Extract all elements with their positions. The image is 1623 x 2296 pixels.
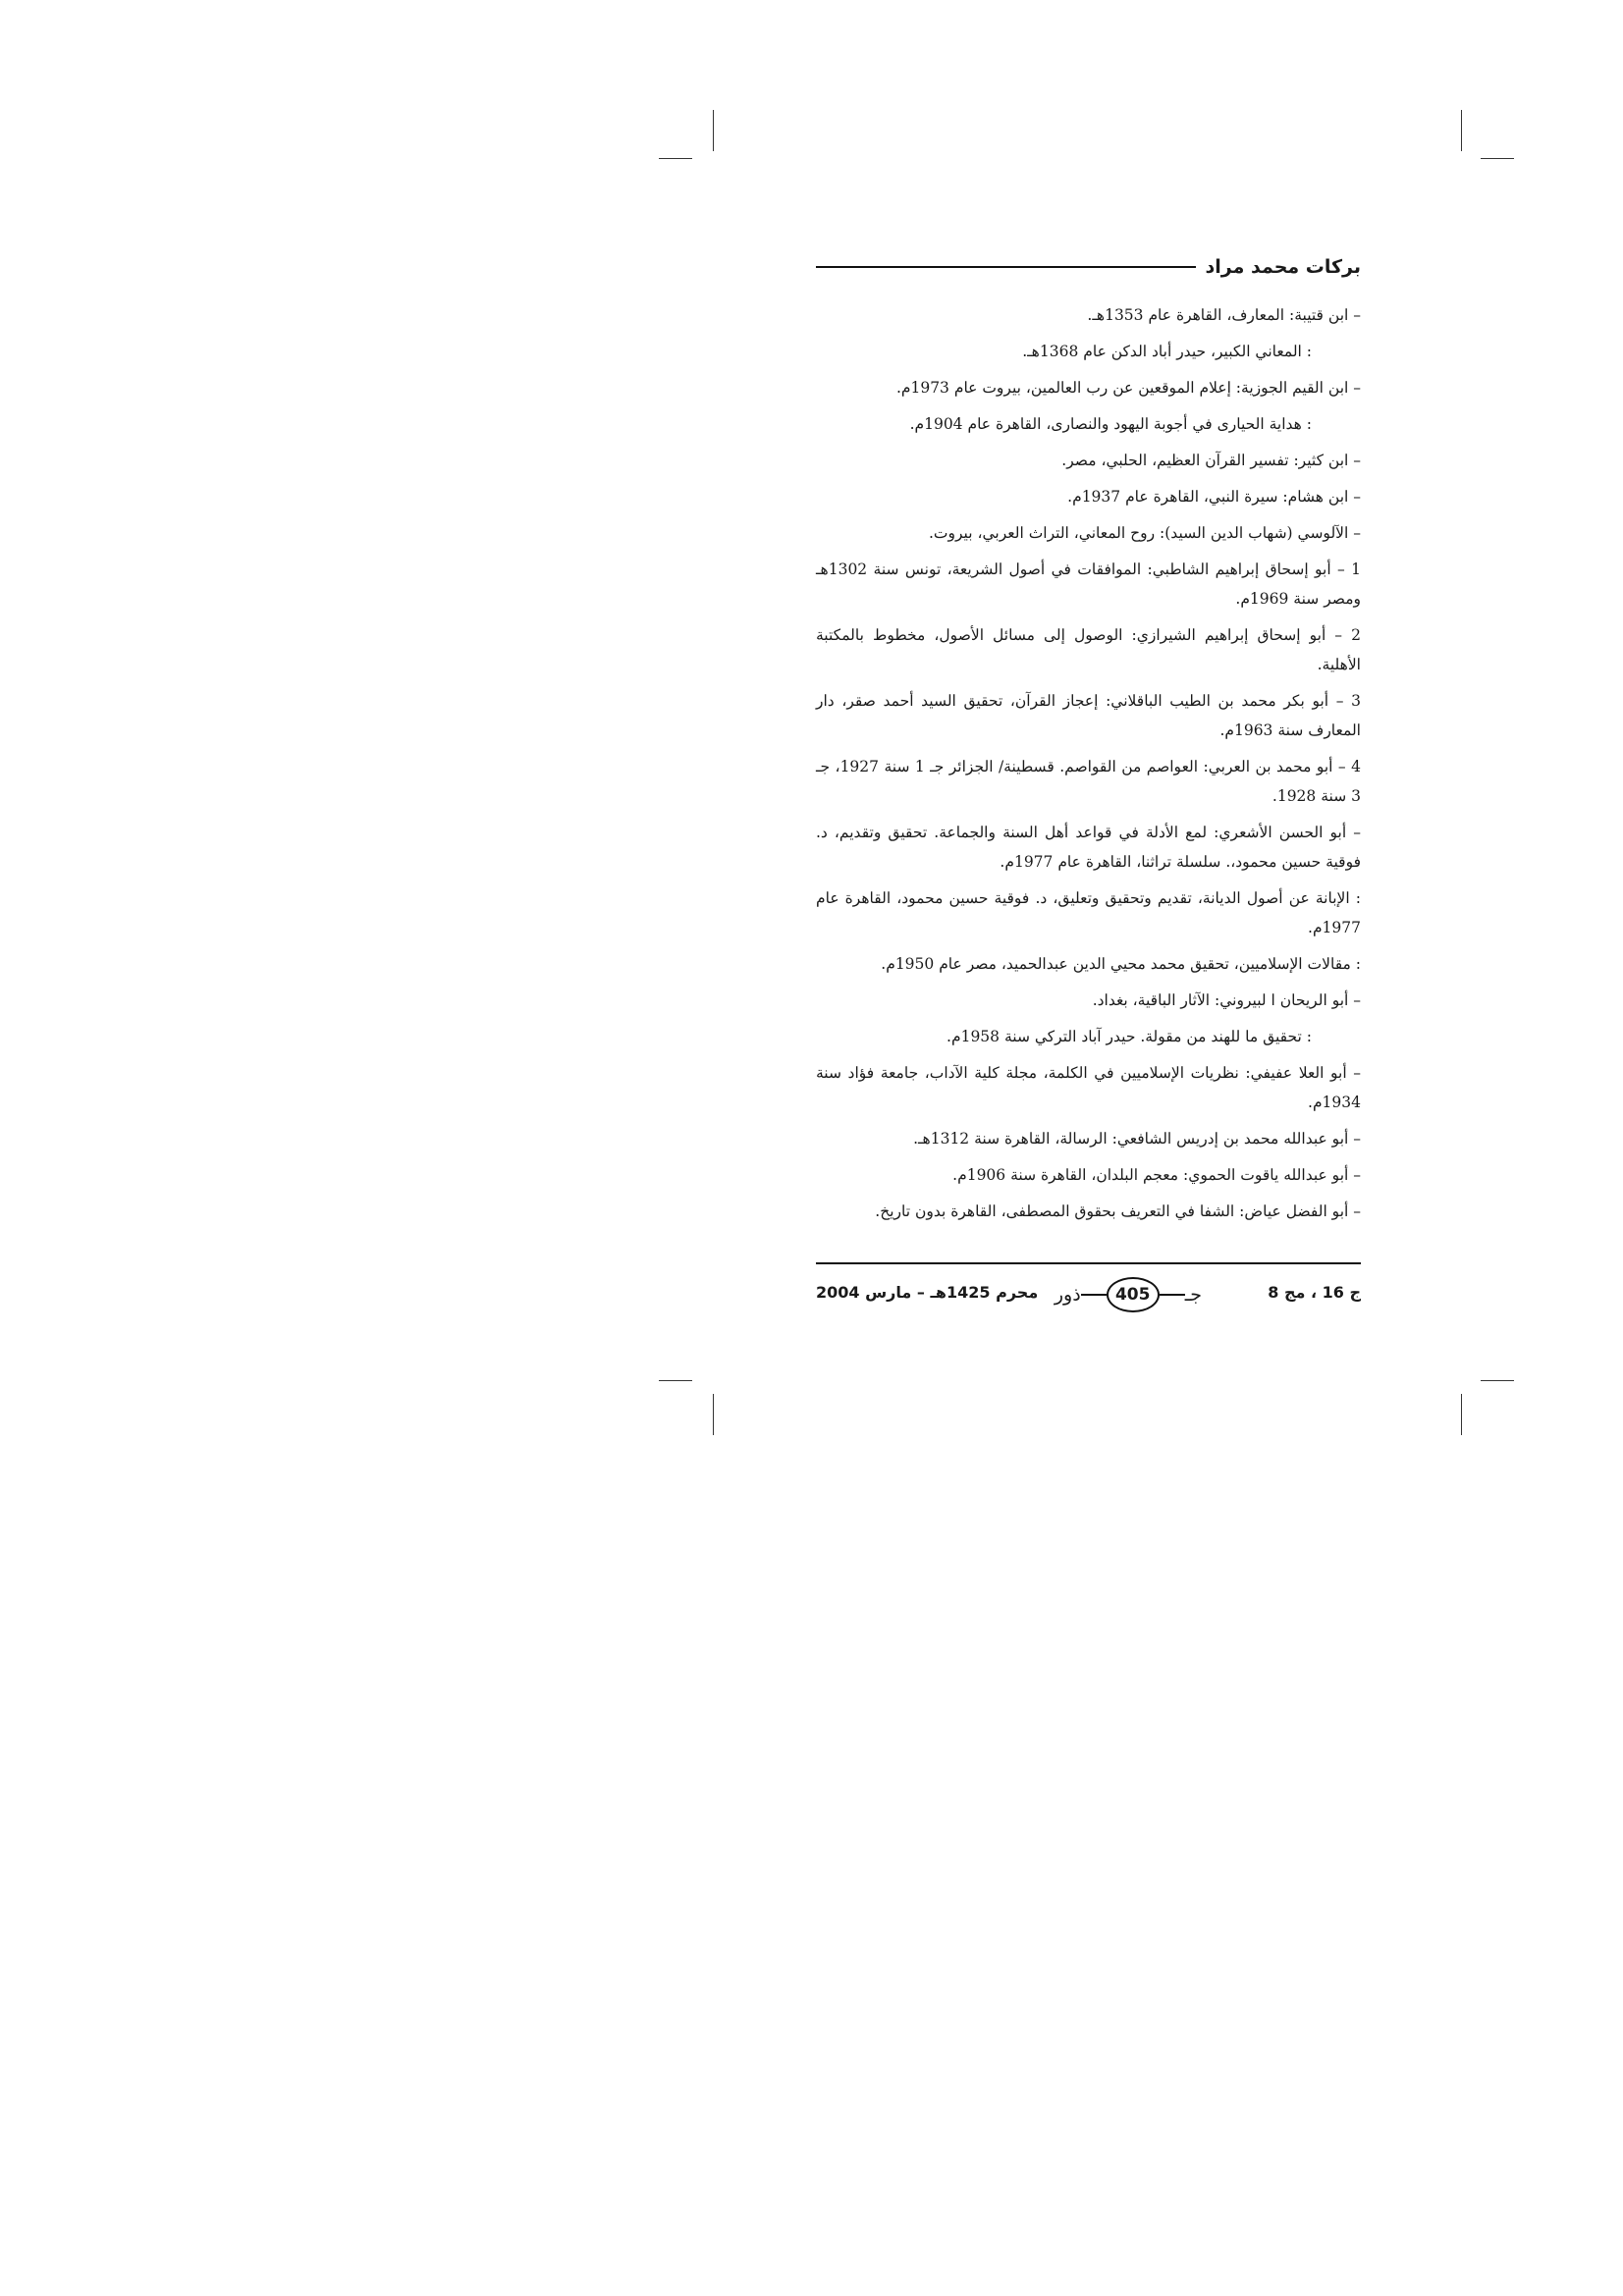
crop-mark	[659, 1380, 692, 1381]
bibliography-entry: 3 – أبو بكر محمد بن الطيب الباقلاني: إعجاز القرآن، تحقيق السيد أحمد صقر، دار المعارف سنة 1963م.	[816, 692, 1361, 739]
bibliography-entry: – أبو الفضل عياض: الشفا في التعريف بحقوق المصطفى، القاهرة بدون تاريخ.	[875, 1202, 1361, 1220]
issue-date: محرم 1425هـ – مارس 2004	[816, 1283, 1039, 1302]
author-name: بركات محمد مراد	[1205, 256, 1361, 278]
bibliography-entry: – أبو الريحان ا لبيروني: الآثار الباقية، بغداد.	[1092, 991, 1361, 1009]
logo-letter-jim: جـ	[1184, 1284, 1202, 1306]
logo-stroke	[1081, 1294, 1107, 1296]
bibliography-entry: : هداية الحيارى في أجوبة اليهود والنصارى، القاهرة عام 1904م.	[909, 415, 1312, 433]
crop-mark	[713, 1394, 714, 1435]
crop-mark	[1481, 1380, 1514, 1381]
bibliography-list	[816, 300, 1361, 1233]
page-number: 405	[1107, 1277, 1160, 1312]
header-rule	[816, 266, 1196, 268]
bibliography-entry: – أبو الحسن الأشعري: لمع الأدلة في قواعد أهل السنة والجماعة. تحقيق وتقديم، د. فوقية حسين محمود،. سلسلة تراثنا، القاهرة عام 1977م.	[816, 824, 1361, 871]
journal-logo	[1045, 1273, 1202, 1316]
bibliography-entry: : تحقيق ما للهند من مقولة. حيدر آباد التركي سنة 1958م.	[947, 1028, 1312, 1045]
bibliography-entry: – أبو عبدالله ياقوت الحموي: معجم البلدان، القاهرة سنة 1906م.	[952, 1166, 1361, 1184]
bibliography-entry: – ابن القيم الجوزية: إعلام الموقعين عن رب العالمين، بيروت عام 1973م.	[895, 379, 1361, 397]
crop-mark	[1481, 158, 1514, 159]
logo-letters-dhur: ذور	[1054, 1284, 1081, 1306]
bibliography-entry: 1 – أبو إسحاق إبراهيم الشاطبي: الموافقات في أصول الشريعة، تونس سنة 1302هـ ومصر سنة 1969م.	[816, 561, 1361, 608]
bibliography-entry: 2 – أبو إسحاق إبراهيم الشيرازي: الوصول إلى مسائل الأصول، مخطوط بالمكتبة الأهلية.	[816, 626, 1361, 673]
bibliography-entry: 4 – أبو محمد بن العربي: العواصم من القواصم. قسطينة/ الجزائر جـ 1 سنة 1927، جـ 3 سنة 1928.	[816, 758, 1361, 805]
bibliography-entry: – أبو عبدالله محمد بن إدريس الشافعي: الرسالة، القاهرة سنة 1312هـ.	[913, 1130, 1361, 1148]
footer-rule	[816, 1262, 1361, 1264]
crop-mark	[713, 110, 714, 151]
bibliography-entry: – أبو العلا عفيفي: نظريات الإسلاميين في الكلمة، مجلة كلية الآداب، جامعة فؤاد سنة 1934م.	[816, 1064, 1361, 1111]
bibliography-entry: – ابن قتيبة: المعارف، القاهرة عام 1353هـ.	[1087, 306, 1361, 324]
crop-mark	[659, 158, 692, 159]
bibliography-entry: – ابن هشام: سيرة النبي، القاهرة عام 1937م.	[1067, 488, 1361, 506]
bibliography-entry: : المعاني الكبير، حيدر أباد الدكن عام 1368هـ.	[1022, 343, 1312, 360]
volume-info: ج 16 ، مج 8	[1268, 1283, 1361, 1302]
bibliography-entry: – الآلوسي (شهاب الدين السيد): روح المعاني، التراث العربي، بيروت.	[929, 524, 1361, 542]
running-header	[816, 250, 1361, 284]
crop-mark	[1461, 110, 1462, 151]
bibliography-entry: : الإبانة عن أصول الديانة، تقديم وتحقيق وتعليق، د. فوقية حسين محمود، القاهرة عام 1977م.	[816, 889, 1361, 936]
bibliography-entry: – ابن كثير: تفسير القرآن العظيم، الحلبي، مصر.	[1061, 452, 1361, 469]
bibliography-entry: : مقالات الإسلاميين، تحقيق محمد محيي الدين عبدالحميد، مصر عام 1950م.	[881, 955, 1361, 973]
logo-stroke	[1160, 1294, 1185, 1296]
page-footer	[816, 1273, 1361, 1322]
crop-mark	[1461, 1394, 1462, 1435]
